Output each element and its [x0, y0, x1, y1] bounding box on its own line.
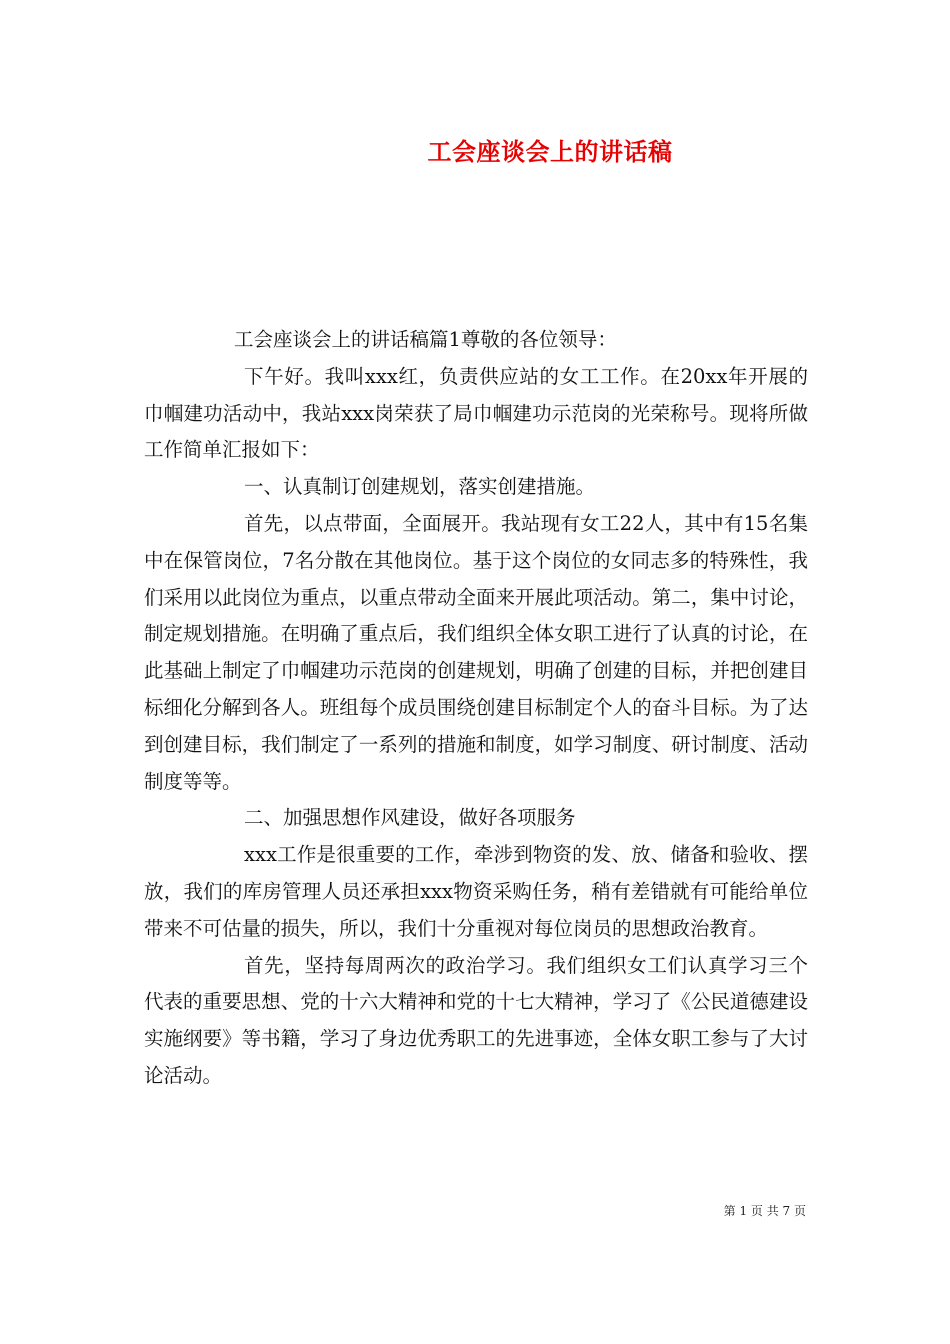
paragraph-heading-1: 一、认真制订创建规划，落实创建措施。 — [244, 475, 596, 499]
paragraph-greeting: 工会座谈会上的讲话稿篇1尊敬的各位领导： — [234, 328, 617, 351]
document-body — [144, 322, 808, 1095]
page-number: 第 1 页 共 7 页 — [723, 1204, 806, 1218]
paragraph-section-1: 首先，以点带面，全面展开。我站现有女工22人，其中有15名集中在保管岗位，7名分散在其他岗位。基于这个岗位的女同志多的特殊性，我们采用以此岗位为重点，以重点带动全面来开展此项活动。第二，集中讨论，制定规划措施。在明确了重点后，我们组织全体女职工进行了认真的讨论，在此基础上制定了巾帼建功示范岗的创建规划，明确了创建的目标，并把创建目标细化分解到各人。班组每个成员围绕创建目标制定个人的奋斗目标。为了达到创建目标，我们制定了一系列的措施和制度，如学习制度、研讨制度、活动制度等等。 — [144, 511, 808, 793]
paragraph-intro: 下午好。我叫xxx红，负责供应站的女工工作。在20xx年开展的巾帼建功活动中，我站xxx岗荣获了局巾帼建功示范岗的光荣称号。现将所做工作简单汇报如下： — [144, 364, 808, 462]
paragraph-section-3: 首先，坚持每周两次的政治学习。我们组织女工们认真学习三个代表的重要思想、党的十六大精神和党的十七大精神，学习了《公民道德建设实施纲要》等书籍，学习了身边优秀职工的先进事迹，全体女职工参与了大讨论活动。 — [144, 953, 808, 1087]
paragraph-heading-2: 二、加强思想作风建设，做好各项服务 — [244, 806, 576, 830]
paragraph-section-2: xxx工作是很重要的工作，牵涉到物资的发、放、储备和验收、摆放，我们的库房管理人员还承担xxx物资采购任务，稍有差错就有可能给单位带来不可估量的损失，所以，我们十分重视对每位岗员的思想政治教育。 — [144, 843, 808, 940]
document-title: 工会座谈会上的讲话稿 — [427, 137, 673, 166]
